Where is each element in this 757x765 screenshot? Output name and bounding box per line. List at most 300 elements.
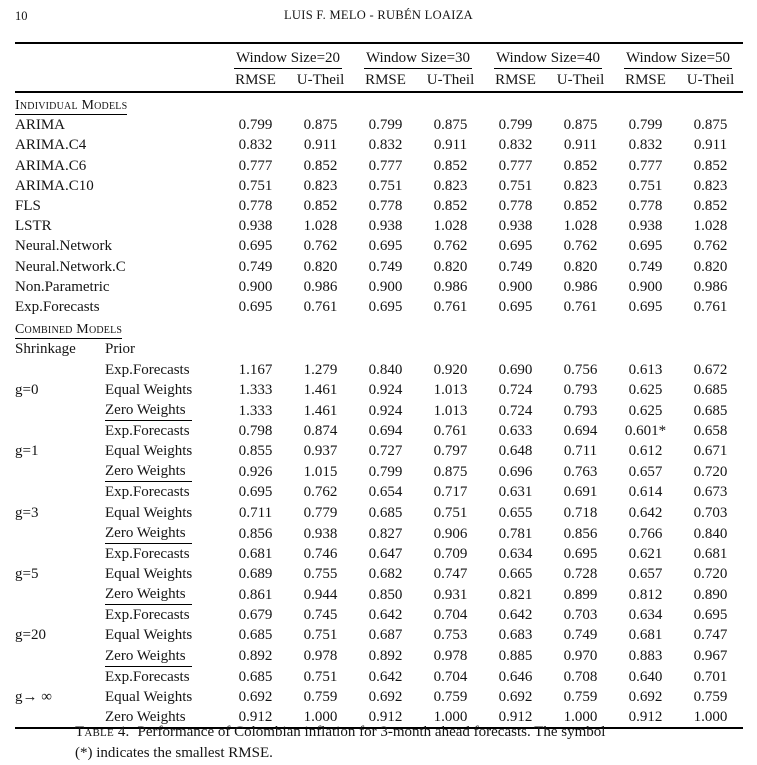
- combined-row: [15, 421, 743, 441]
- value-cell: 0.986: [563, 278, 598, 295]
- value-cell: 0.759: [563, 688, 598, 705]
- value-cell: 0.938: [368, 218, 403, 235]
- value-cell: 0.855: [238, 443, 273, 460]
- value-cell: 0.704: [433, 668, 468, 685]
- empty-cell: [548, 339, 613, 359]
- value-cell: 0.681: [628, 627, 663, 644]
- shrinkage-label: [15, 461, 105, 482]
- prior-label: Equal Weights: [105, 688, 193, 705]
- value-cell: 1.167: [238, 361, 273, 378]
- value-cell: 0.912: [238, 709, 273, 726]
- value-cell: 0.749: [628, 258, 663, 275]
- combined-row: [15, 605, 743, 625]
- prior-label: Zero Weights: [105, 585, 192, 605]
- value-cell: 0.695: [498, 299, 533, 316]
- value-cell: 0.711: [238, 504, 273, 521]
- subcolumn-header: U-Theil: [686, 72, 735, 88]
- value-cell: 0.832: [368, 137, 403, 154]
- value-cell: 0.695: [628, 238, 663, 255]
- value-cell: 0.762: [303, 238, 338, 255]
- value-cell: 0.761: [433, 423, 468, 440]
- value-cell: 0.832: [238, 137, 273, 154]
- value-cell: 0.899: [563, 587, 598, 604]
- value-cell: 0.937: [303, 443, 338, 460]
- value-cell: 0.751: [368, 177, 403, 194]
- prior-cell: [105, 605, 223, 625]
- value-cell: 0.717: [433, 484, 468, 501]
- value-cell: 0.689: [238, 566, 273, 583]
- value-cell: 0.695: [498, 238, 533, 255]
- value-cell: 0.685: [693, 381, 728, 398]
- value-cell: 0.695: [238, 484, 273, 501]
- caption-text: Performance of Colombian inflation for 3-month ahead forecasts. The symbol (*) indicates the smallest RMSE.: [75, 724, 606, 761]
- value-cell: 0.777: [498, 157, 533, 174]
- value-cell: 0.766: [628, 525, 663, 542]
- prior-label: Equal Weights: [105, 381, 193, 398]
- value-cell: 0.756: [563, 361, 598, 378]
- value-cell: 0.634: [498, 545, 533, 562]
- combined-row: [15, 380, 743, 400]
- value-cell: 0.856: [238, 525, 273, 542]
- subcolumn-header: RMSE: [365, 72, 406, 88]
- value-cell: 0.852: [563, 157, 598, 174]
- value-cell: 0.799: [368, 464, 403, 481]
- value-cell: 0.875: [433, 117, 468, 134]
- value-cell: 0.920: [433, 361, 468, 378]
- value-cell: 0.703: [693, 504, 728, 521]
- value-cell: 0.832: [498, 137, 533, 154]
- window-size-header-row: [15, 43, 743, 70]
- value-cell: 0.820: [693, 258, 728, 275]
- section-heading-row: [15, 92, 743, 115]
- section-heading: Individual Models: [15, 98, 128, 113]
- empty-cell: [678, 339, 743, 359]
- header-spacer: [15, 70, 223, 92]
- value-cell: 0.900: [368, 278, 403, 295]
- value-cell: 0.912: [368, 709, 403, 726]
- value-cell: 0.681: [693, 545, 728, 562]
- shrinkage-label: g=20: [15, 627, 46, 644]
- shrinkage-label: [15, 421, 105, 441]
- value-cell: 0.967: [693, 648, 728, 665]
- shrinkage-label: [15, 584, 105, 605]
- shrinkage-label: [15, 646, 105, 667]
- value-cell: 0.820: [433, 258, 468, 275]
- value-cell: 0.938: [628, 218, 663, 235]
- value-cell: 1.013: [433, 402, 468, 419]
- value-cell: 0.852: [693, 157, 728, 174]
- shrinkage-label: [15, 523, 105, 544]
- value-cell: 0.695: [238, 299, 273, 316]
- model-row: [15, 257, 743, 277]
- value-cell: 0.852: [433, 157, 468, 174]
- prior-label: Zero Weights: [105, 401, 192, 421]
- prior-cell: [105, 667, 223, 687]
- value-cell: 0.823: [693, 177, 728, 194]
- value-cell: 0.892: [238, 648, 273, 665]
- shrinkage-label: g=3: [15, 504, 39, 521]
- shrinkage-label: g→ ∞: [15, 688, 52, 705]
- shrinkage-label: [15, 544, 105, 564]
- value-cell: 0.852: [303, 198, 338, 215]
- value-cell: 1.333: [238, 381, 273, 398]
- prior-label: Equal Weights: [105, 443, 193, 460]
- value-cell: 0.711: [563, 443, 598, 460]
- value-cell: 0.912: [628, 709, 663, 726]
- value-cell: 0.762: [303, 484, 338, 501]
- value-cell: 0.751: [498, 177, 533, 194]
- value-cell: 0.692: [368, 688, 403, 705]
- model-label: Exp.Forecasts: [15, 299, 100, 316]
- value-cell: 0.777: [368, 157, 403, 174]
- prior-label: Exp.Forecasts: [105, 361, 190, 378]
- caption-label: Table 4.: [75, 724, 130, 740]
- combined-row: [15, 646, 743, 667]
- value-cell: 0.701: [693, 668, 728, 685]
- value-cell: 0.777: [238, 157, 273, 174]
- value-cell: 0.614: [628, 484, 663, 501]
- value-cell: 0.633: [498, 423, 533, 440]
- model-row: [15, 196, 743, 216]
- value-cell: 0.682: [368, 566, 403, 583]
- column-group-header: [223, 43, 353, 70]
- subcolumn-header: RMSE: [495, 72, 536, 88]
- value-cell: 0.720: [693, 464, 728, 481]
- value-cell: 0.900: [498, 278, 533, 295]
- value-cell: 0.679: [238, 607, 273, 624]
- value-cell: 0.657: [628, 566, 663, 583]
- value-cell: 0.755: [303, 566, 338, 583]
- value-cell: 0.861: [238, 587, 273, 604]
- value-cell: 0.778: [368, 198, 403, 215]
- value-cell: 0.749: [368, 258, 403, 275]
- shrinkage-label: [15, 482, 105, 502]
- value-cell: 0.797: [433, 443, 468, 460]
- combined-row: [15, 482, 743, 502]
- prior-cell: [105, 441, 223, 461]
- combined-row: [15, 400, 743, 421]
- value-cell: 0.704: [433, 607, 468, 624]
- model-label: ARIMA.C10: [15, 177, 94, 194]
- value-cell: 1.279: [303, 361, 338, 378]
- value-cell: 0.696: [498, 464, 533, 481]
- combined-row: [15, 503, 743, 523]
- empty-cell: [223, 339, 288, 359]
- value-cell: 0.938: [498, 218, 533, 235]
- header-spacer: [15, 43, 223, 70]
- section-heading-cell: [15, 92, 743, 115]
- prior-header: Prior: [105, 341, 135, 358]
- value-cell: 0.751: [303, 627, 338, 644]
- prior-cell: [105, 380, 223, 400]
- shrinkage-label: g=0: [15, 381, 39, 398]
- prior-cell: [105, 482, 223, 502]
- value-cell: 0.777: [628, 157, 663, 174]
- prior-cell: [105, 646, 223, 667]
- page-number: 10: [15, 9, 28, 23]
- model-row: [15, 216, 743, 236]
- value-cell: 0.840: [368, 361, 403, 378]
- value-cell: 1.461: [303, 402, 338, 419]
- value-cell: 0.778: [238, 198, 273, 215]
- column-group-label: Window Size=30: [364, 50, 472, 69]
- value-cell: 0.823: [303, 177, 338, 194]
- value-cell: 0.718: [563, 504, 598, 521]
- prior-cell: [105, 461, 223, 482]
- value-cell: 0.823: [563, 177, 598, 194]
- value-cell: 0.642: [368, 607, 403, 624]
- value-cell: 0.924: [368, 381, 403, 398]
- running-header-title: LUIS F. MELO - RUBÉN LOAIZA: [283, 8, 474, 22]
- value-cell: 0.681: [238, 545, 273, 562]
- value-cell: 1.333: [238, 402, 273, 419]
- shrinkage-label: [15, 605, 105, 625]
- combined-header-row: [15, 339, 743, 359]
- value-cell: 1.013: [433, 381, 468, 398]
- value-cell: 0.694: [368, 423, 403, 440]
- value-cell: 0.778: [498, 198, 533, 215]
- value-cell: 0.911: [563, 137, 598, 154]
- combined-row: [15, 441, 743, 461]
- value-cell: 0.665: [498, 566, 533, 583]
- value-cell: 1.000: [693, 709, 728, 726]
- value-cell: 1.000: [303, 709, 338, 726]
- value-cell: 0.911: [693, 137, 728, 154]
- model-label: ARIMA.C6: [15, 157, 87, 174]
- value-cell: 0.911: [433, 137, 468, 154]
- prior-label: Exp.Forecasts: [105, 668, 190, 685]
- value-cell: 0.883: [628, 648, 663, 665]
- value-cell: 0.763: [563, 464, 598, 481]
- value-cell: 0.672: [693, 361, 728, 378]
- value-cell: 0.685: [238, 668, 273, 685]
- model-row: [15, 297, 743, 317]
- value-cell: 0.762: [693, 238, 728, 255]
- value-cell: 0.708: [563, 668, 598, 685]
- value-cell: 0.745: [303, 607, 338, 624]
- subcolumn-header-row: [15, 70, 743, 92]
- value-cell: 0.751: [433, 504, 468, 521]
- column-group-label: Window Size=20: [234, 50, 342, 69]
- value-cell: 0.724: [498, 381, 533, 398]
- value-cell: 0.799: [368, 117, 403, 134]
- combined-row: [15, 625, 743, 645]
- value-cell: 0.612: [628, 443, 663, 460]
- value-cell: 0.762: [433, 238, 468, 255]
- value-cell: 0.727: [368, 443, 403, 460]
- empty-cell: [288, 339, 353, 359]
- value-cell: 0.874: [303, 423, 338, 440]
- value-cell: 0.601*: [624, 423, 667, 440]
- prior-label: Equal Weights: [105, 627, 193, 644]
- value-cell: 1.028: [693, 218, 728, 235]
- value-cell: 0.799: [628, 117, 663, 134]
- value-cell: 0.703: [563, 607, 598, 624]
- prior-label: Zero Weights: [105, 647, 192, 667]
- value-cell: 0.695: [238, 238, 273, 255]
- model-row: [15, 277, 743, 297]
- column-group-label: Window Size=40: [494, 50, 602, 69]
- value-cell: 0.911: [303, 137, 338, 154]
- subcolumn-header: RMSE: [235, 72, 276, 88]
- value-cell: 0.621: [628, 545, 663, 562]
- value-cell: 0.986: [693, 278, 728, 295]
- value-cell: 0.840: [693, 525, 728, 542]
- shrinkage-header: Shrinkage: [15, 341, 76, 358]
- combined-row: [15, 461, 743, 482]
- combined-row: [15, 544, 743, 564]
- value-cell: 0.692: [238, 688, 273, 705]
- prior-cell: [105, 564, 223, 584]
- subcolumn-header: U-Theil: [426, 72, 475, 88]
- value-cell: 0.655: [498, 504, 533, 521]
- value-cell: 0.821: [498, 587, 533, 604]
- value-cell: 0.759: [433, 688, 468, 705]
- value-cell: 0.747: [433, 566, 468, 583]
- value-cell: 0.823: [433, 177, 468, 194]
- value-cell: 0.852: [433, 198, 468, 215]
- value-cell: 0.671: [693, 443, 728, 460]
- value-cell: 1.000: [563, 709, 598, 726]
- value-cell: 0.832: [628, 137, 663, 154]
- combined-row: [15, 523, 743, 544]
- prior-label: Exp.Forecasts: [105, 545, 190, 562]
- prior-cell: [105, 523, 223, 544]
- shrinkage-label: [15, 667, 105, 687]
- value-cell: 0.658: [693, 423, 728, 440]
- model-row: [15, 236, 743, 256]
- prior-cell: [105, 360, 223, 380]
- model-label: Neural.Network.C: [15, 258, 126, 275]
- value-cell: 0.685: [238, 627, 273, 644]
- column-group-header: [483, 43, 613, 70]
- value-cell: 0.875: [303, 117, 338, 134]
- value-cell: 0.875: [693, 117, 728, 134]
- value-cell: 0.852: [693, 198, 728, 215]
- value-cell: 0.900: [628, 278, 663, 295]
- value-cell: 0.761: [693, 299, 728, 316]
- results-table: [15, 42, 743, 729]
- value-cell: 0.885: [498, 648, 533, 665]
- value-cell: 0.761: [303, 299, 338, 316]
- value-cell: 0.751: [238, 177, 273, 194]
- value-cell: 0.762: [563, 238, 598, 255]
- shrinkage-label: g=5: [15, 566, 39, 583]
- value-cell: 0.642: [498, 607, 533, 624]
- prior-cell: [105, 625, 223, 645]
- value-cell: 0.875: [563, 117, 598, 134]
- prior-label: Equal Weights: [105, 504, 193, 521]
- value-cell: 0.779: [303, 504, 338, 521]
- value-cell: 0.875: [433, 464, 468, 481]
- value-cell: 0.827: [368, 525, 403, 542]
- model-label: LSTR: [15, 218, 52, 235]
- value-cell: 0.751: [628, 177, 663, 194]
- value-cell: 0.924: [368, 402, 403, 419]
- value-cell: 0.648: [498, 443, 533, 460]
- value-cell: 0.852: [563, 198, 598, 215]
- value-cell: 1.028: [563, 218, 598, 235]
- value-cell: 0.695: [563, 545, 598, 562]
- value-cell: 0.720: [693, 566, 728, 583]
- prior-label: Zero Weights: [105, 524, 192, 544]
- column-group-label: Window Size=50: [624, 50, 732, 69]
- value-cell: 1.028: [303, 218, 338, 235]
- value-cell: 0.759: [303, 688, 338, 705]
- value-cell: 0.793: [563, 402, 598, 419]
- value-cell: 0.986: [433, 278, 468, 295]
- section-heading: Combined Models: [15, 322, 123, 338]
- value-cell: 0.812: [628, 587, 663, 604]
- value-cell: 0.900: [238, 278, 273, 295]
- model-row: [15, 135, 743, 155]
- value-cell: 0.685: [368, 504, 403, 521]
- value-cell: 0.944: [303, 587, 338, 604]
- shrinkage-label: [15, 400, 105, 421]
- value-cell: 0.820: [563, 258, 598, 275]
- column-group-header: [613, 43, 743, 70]
- value-cell: 0.642: [628, 504, 663, 521]
- prior-cell: [105, 400, 223, 421]
- value-cell: 0.625: [628, 381, 663, 398]
- value-cell: 0.724: [498, 402, 533, 419]
- value-cell: 0.695: [628, 299, 663, 316]
- value-cell: 0.709: [433, 545, 468, 562]
- empty-cell: [353, 339, 418, 359]
- subcolumn-header: U-Theil: [556, 72, 605, 88]
- value-cell: 0.931: [433, 587, 468, 604]
- value-cell: 0.986: [303, 278, 338, 295]
- value-cell: 0.685: [693, 402, 728, 419]
- value-cell: 0.856: [563, 525, 598, 542]
- value-cell: 0.890: [693, 587, 728, 604]
- model-row: [15, 176, 743, 196]
- model-label: FLS: [15, 198, 41, 215]
- value-cell: 0.640: [628, 668, 663, 685]
- shrinkage-label: [15, 360, 105, 380]
- value-cell: 0.799: [238, 117, 273, 134]
- prior-cell: [105, 503, 223, 523]
- value-cell: 0.852: [303, 157, 338, 174]
- value-cell: 0.747: [693, 627, 728, 644]
- subcolumn-header: RMSE: [625, 72, 666, 88]
- combined-row: [15, 687, 743, 707]
- table-caption: [75, 722, 623, 764]
- value-cell: 0.761: [433, 299, 468, 316]
- value-cell: 0.692: [628, 688, 663, 705]
- value-cell: 0.746: [303, 545, 338, 562]
- table-head: [15, 43, 743, 92]
- value-cell: 0.695: [368, 299, 403, 316]
- empty-cell: [418, 339, 483, 359]
- value-cell: 1.015: [303, 464, 338, 481]
- combined-row: [15, 584, 743, 605]
- subcolumn-header: U-Theil: [296, 72, 345, 88]
- value-cell: 0.759: [693, 688, 728, 705]
- value-cell: 1.000: [433, 709, 468, 726]
- value-cell: 0.926: [238, 464, 273, 481]
- value-cell: 0.642: [368, 668, 403, 685]
- prior-cell: [105, 544, 223, 564]
- model-label: Neural.Network: [15, 238, 113, 255]
- table-body: [15, 92, 743, 728]
- value-cell: 0.654: [368, 484, 403, 501]
- value-cell: 0.647: [368, 545, 403, 562]
- value-cell: 0.749: [238, 258, 273, 275]
- value-cell: 0.753: [433, 627, 468, 644]
- value-cell: 0.631: [498, 484, 533, 501]
- value-cell: 0.694: [563, 423, 598, 440]
